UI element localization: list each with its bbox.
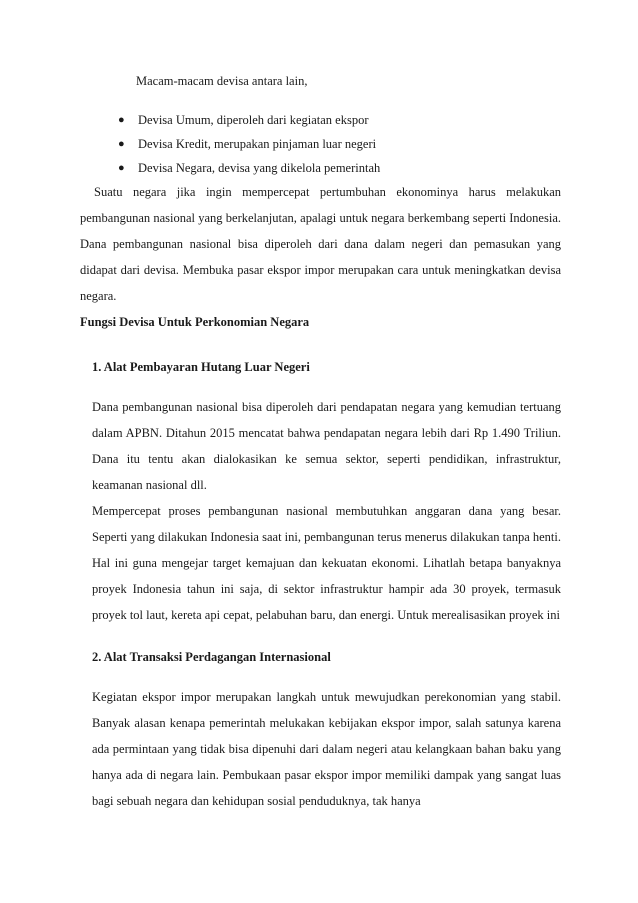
intro-paragraph: Suatu negara jika ingin mempercepat pertumbuhan ekonominya harus melakukan pembangunan nasional yang berkelanjutan, apalagi untuk negara berkembang seperti Indonesia. Dana pembangunan nasional bisa diperoleh dari dana dalam negeri dan pemasukan yang didapat dari devisa. Membuka pasar ekspor impor merupakan cara untuk meningkatkan devisa negara. (80, 185, 561, 303)
section1-paragraph2: Mempercepat proses pembangunan nasional membutuhkan anggaran dana yang besar. Seperti yang dilakukan Indonesia saat ini, pembangunan terus menerus dilakukan tanpa henti. Hal ini guna mengejar target kemajuan dan kekuatan ekonomi. Lihatlah betapa banyaknya proyek Indonesia tahun ini saja, di sektor infrastruktur hampir ada 30 proyek, termasuk proyek tol laut, kereta api cepat, pelabuhan baru, dan energi. Untuk merealisasikan proyek ini (92, 504, 561, 622)
list-item-text: Devisa Umum, diperoleh dari kegiatan ekspor (138, 113, 369, 127)
devisa-type-list (112, 108, 380, 180)
list-item-text: Devisa Negara, devisa yang dikelola pemerintah (138, 161, 381, 175)
bullet-icon: ● (118, 138, 125, 150)
section2-heading: 2. Alat Transaksi Perdagangan Internasional (92, 650, 331, 664)
list-item-text: Devisa Kredit, merupakan pinjaman luar negeri (138, 137, 377, 151)
list-item (112, 108, 380, 132)
bullet-icon: ● (118, 114, 125, 126)
main-heading: Fungsi Devisa Untuk Perkonomian Negara (80, 315, 310, 329)
bullet-icon: ● (118, 162, 125, 174)
list-item (112, 132, 380, 156)
intro-line: Macam-macam devisa antara lain, (136, 74, 308, 88)
list-item (112, 156, 380, 180)
section1-heading: 1. Alat Pembayaran Hutang Luar Negeri (92, 360, 310, 374)
section1-paragraph1: Dana pembangunan nasional bisa diperoleh dari pendapatan negara yang kemudian tertuang dalam APBN. Ditahun 2015 mencatat bahwa pendapatan negara lebih dari Rp 1.490 Triliun. Dana itu tentu akan dialokasikan ke semua sektor, seperti pendidikan, infrastruktur, keamanan nasional dll. (92, 400, 561, 492)
section2-paragraph1: Kegiatan ekspor impor merupakan langkah untuk mewujudkan perekonomian yang stabil. Banyak alasan kenapa pemerintah melukakan kebijakan ekspor impor, salah satunya karena ada permintaan yang tidak bisa dipenuhi dari dalam negeri atau kelangkaan bahan baku yang hanya ada di negara lain. Pembukaan pasar ekspor impor memiliki dampak yang sangat luas bagi sebuah negara dan kehidupan sosial penduduknya, tak hanya (92, 690, 561, 808)
